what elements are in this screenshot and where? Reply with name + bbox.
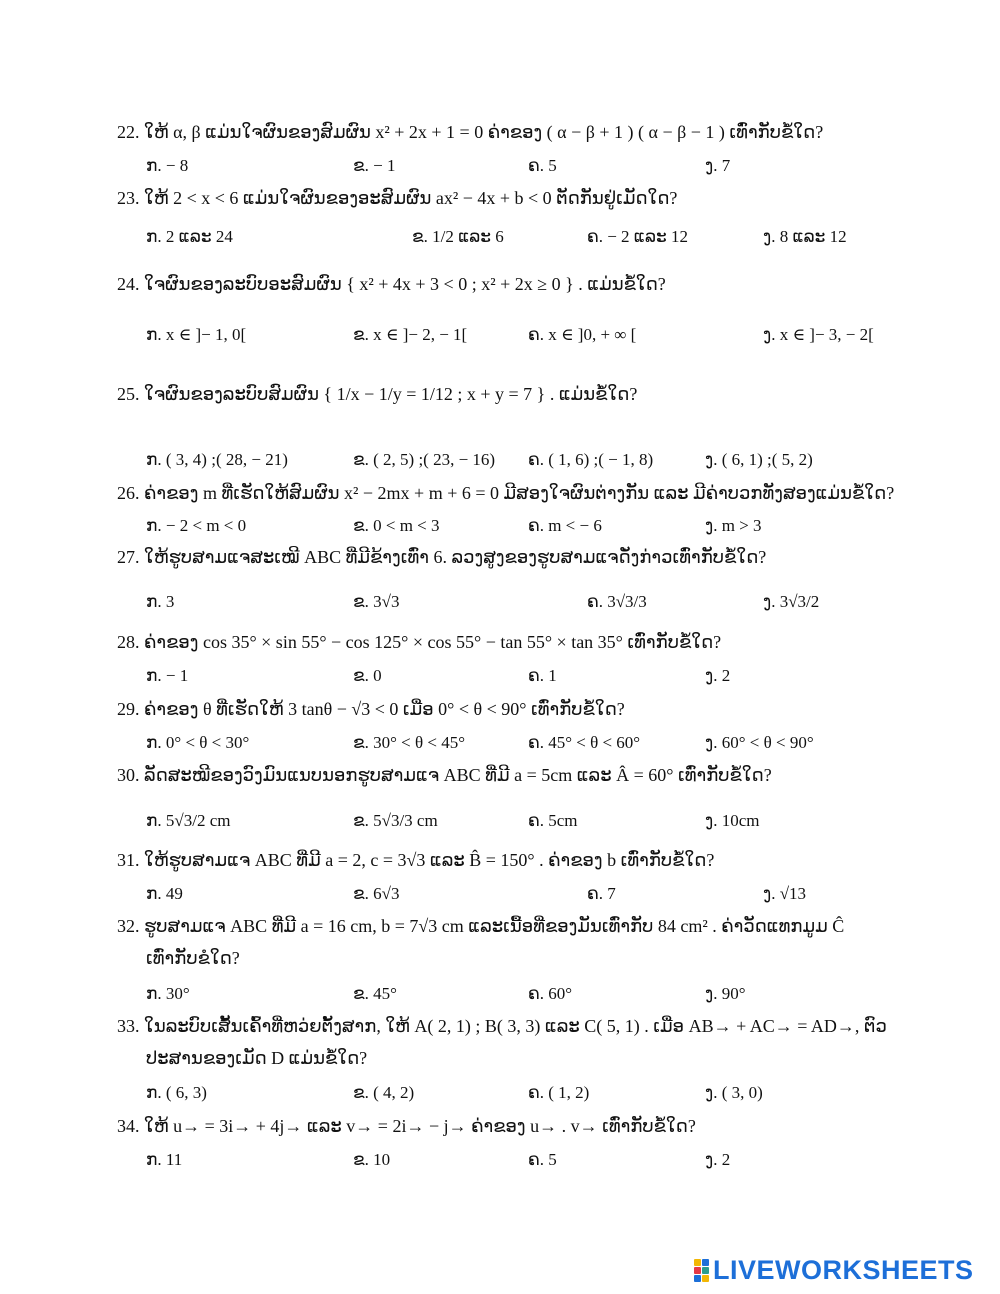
- question-stem: 25. ໃຈຜົນຂອງລະບົບສົມຜົນ { 1/x − 1/y = 1/12 ; x + y = 7 } . ແມ່ນຂໍ້ໃດ?: [117, 384, 638, 404]
- option-b[interactable]: ຂ. 0 < m < 3: [353, 516, 440, 535]
- option-b[interactable]: ຂ. 6√3: [353, 884, 400, 903]
- question-stem: 23. ໃຫ້ 2 < x < 6 ແມ່ນໃຈຜົນຂອງອະສົມຜົນ ax² − 4x + b < 0 ຕັດກັນຢູ່ເມັດໃດ?: [117, 188, 678, 208]
- option-a[interactable]: ກ. ( 6, 3): [146, 1083, 207, 1102]
- question-stem: 26. ຄ່າຂອງ m ທີ່ເຮັດໃຫ້ສົມຜົນ x² − 2mx + m + 6 = 0 ມີສອງໃຈຜົນຕ່າງກັນ ແລະ ມີຄ່າບວກທັງສອງແມ່ນຂໍ້ໃດ?: [117, 483, 895, 503]
- option-a[interactable]: ກ. − 8: [146, 156, 189, 175]
- question-stem: 32. ຮູບສາມແຈ ABC ທີ່ມີ a = 16 cm, b = 7√3 cm ແລະເນື້ອທີ່ຂອງມັນເທົ່າກັບ 84 cm² . ຄ່າວັດແທກມູມ Ĉ: [117, 916, 845, 936]
- option-c[interactable]: ຄ. 7: [587, 884, 616, 903]
- question-stem: 24. ໃຈຜົນຂອງລະບົບອະສົມຜົນ { x² + 4x + 3 < 0 ; x² + 2x ≥ 0 } . ແມ່ນຂໍ້ໃດ?: [117, 274, 666, 294]
- option-c[interactable]: ຄ. 5: [528, 1150, 557, 1169]
- option-b[interactable]: ຂ. 30° < θ < 45°: [353, 733, 466, 752]
- option-a[interactable]: ກ. − 2 < m < 0: [146, 516, 247, 535]
- option-a[interactable]: ກ. 49: [146, 884, 183, 903]
- option-a[interactable]: ກ. 3: [146, 592, 175, 611]
- question-stem-continued: ເທົ່າກັບຂໍໃດ?: [146, 948, 240, 968]
- option-d[interactable]: ງ. 90°: [705, 984, 746, 1003]
- option-c[interactable]: ຄ. 5cm: [528, 811, 578, 830]
- question-stem: 33. ໃນລະບົບເສັ້ນເຄົ້າທີ່ຫວ່ຍຕັ້ງສາກ, ໃຫ້ A( 2, 1) ; B( 3, 3) ແລະ C( 5, 1) . ເມື່ອ AB→ + AC→ = AD→, ຕົວ: [117, 1016, 887, 1036]
- option-a[interactable]: ກ. 5√3/2 cm: [146, 811, 231, 830]
- question-stem: 28. ຄ່າຂອງ cos 35° × sin 55° − cos 125° × cos 55° − tan 55° × tan 35° ເທົ່າກັບຂໍ້ໃດ?: [117, 632, 722, 652]
- question-stem: 22. ໃຫ້ α, β ແມ່ນໃຈຜົນຂອງສົມຜົນ x² + 2x + 1 = 0 ຄ່າຂອງ ( α − β + 1 ) ( α − β − 1 ) ເທົ່າກັບຂໍ້ໃດ?: [117, 122, 824, 142]
- option-d[interactable]: ງ. 8 ແລະ 12: [763, 227, 847, 246]
- option-b[interactable]: ຂ. 45°: [353, 984, 397, 1003]
- question-stem: 30. ລັດສະໝີຂອງວົງມົນແນບນອກຮູບສາມແຈ ABC ທີ່ມີ a = 5cm ແລະ Â = 60° ເທົ່າກັບຂໍ້ໃດ?: [117, 765, 772, 785]
- option-d[interactable]: ງ. 10cm: [705, 811, 760, 830]
- option-c[interactable]: ຄ. m < − 6: [528, 516, 602, 535]
- option-d[interactable]: ງ. 60° < θ < 90°: [705, 733, 814, 752]
- option-c[interactable]: ຄ. − 2 ແລະ 12: [587, 227, 688, 246]
- option-c[interactable]: ຄ. 5: [528, 156, 557, 175]
- option-d[interactable]: ງ. ( 6, 1) ;( 5, 2): [705, 450, 813, 469]
- option-c[interactable]: ຄ. 60°: [528, 984, 572, 1003]
- option-b[interactable]: ຂ. 10: [353, 1150, 391, 1169]
- option-d[interactable]: ງ. m > 3: [705, 516, 762, 535]
- option-b[interactable]: ຂ. x ∈ ]− 2, − 1[: [353, 325, 468, 344]
- option-b[interactable]: ຂ. 5√3/3 cm: [353, 811, 438, 830]
- option-a[interactable]: ກ. ( 3, 4) ;( 28, − 21): [146, 450, 288, 469]
- question-stem: 34. ໃຫ້ u→ = 3i→ + 4j→ ແລະ v→ = 2i→ − j→ ຄ່າຂອງ u→ . v→ ເທົ່າກັບຂໍ້ໃດ?: [117, 1116, 696, 1136]
- option-a[interactable]: ກ. 30°: [146, 984, 190, 1003]
- option-c[interactable]: ຄ. 45° < θ < 60°: [528, 733, 641, 752]
- question-stem-continued: ປະສານຂອງເມັດ D ແມ່ນຂໍ້ໃດ?: [146, 1048, 368, 1068]
- option-d[interactable]: ງ. x ∈ ]− 3, − 2[: [763, 325, 874, 344]
- option-d[interactable]: ງ. 2: [705, 1150, 731, 1169]
- option-b[interactable]: ຂ. − 1: [353, 156, 396, 175]
- option-a[interactable]: ກ. 2 ແລະ 24: [146, 227, 233, 246]
- option-d[interactable]: ງ. 7: [705, 156, 731, 175]
- option-d[interactable]: ງ. 3√3/2: [763, 592, 820, 611]
- option-c[interactable]: ຄ. 3√3/3: [587, 592, 647, 611]
- question-stem: 31. ໃຫ້ຮູບສາມແຈ ABC ທີ່ມີ a = 2, c = 3√3 ແລະ B̂ = 150° . ຄ່າຂອງ b ເທົ່າກັບຂໍ້ໃດ?: [117, 850, 715, 870]
- option-d[interactable]: ງ. √13: [763, 884, 807, 903]
- option-a[interactable]: ກ. 0° < θ < 30°: [146, 733, 250, 752]
- logo-icon: [694, 1259, 709, 1282]
- option-d[interactable]: ງ. 2: [705, 666, 731, 685]
- liveworksheets-logo[interactable]: [694, 1253, 990, 1287]
- option-c[interactable]: ຄ. x ∈ ]0, + ∞ [: [528, 325, 637, 344]
- question-stem: 27. ໃຫ້ຮູບສາມແຈສະເໝີ ABC ທີ່ມີຂ້າງເທົ່າ 6. ລວງສູງຂອງຮູບສາມແຈດັ່ງກ່າວເທົ່າກັບຂໍ້ໃດ?: [117, 547, 767, 567]
- option-c[interactable]: ຄ. ( 1, 6) ;( − 1, 8): [528, 450, 654, 469]
- option-a[interactable]: ກ. x ∈ ]− 1, 0[: [146, 325, 247, 344]
- option-b[interactable]: ຂ. 0: [353, 666, 382, 685]
- option-b[interactable]: ຂ. ( 4, 2): [353, 1083, 415, 1102]
- option-c[interactable]: ຄ. 1: [528, 666, 557, 685]
- option-d[interactable]: ງ. ( 3, 0): [705, 1083, 763, 1102]
- option-b[interactable]: ຂ. ( 2, 5) ;( 23, − 16): [353, 450, 496, 469]
- option-b[interactable]: ຂ. 3√3: [353, 592, 400, 611]
- option-c[interactable]: ຄ. ( 1, 2): [528, 1083, 590, 1102]
- option-a[interactable]: ກ. − 1: [146, 666, 189, 685]
- option-b[interactable]: ຂ. 1/2 ແລະ 6: [412, 227, 504, 246]
- logo-text: LIVEWORKSHEETS: [713, 1254, 974, 1285]
- option-a[interactable]: ກ. 11: [146, 1150, 183, 1169]
- question-stem: 29. ຄ່າຂອງ θ ທີ່ເຮັດໃຫ້ 3 tanθ − √3 < 0 ເມື່ອ 0° < θ < 90° ເທົ່າກັບຂໍ້ໃດ?: [117, 699, 625, 719]
